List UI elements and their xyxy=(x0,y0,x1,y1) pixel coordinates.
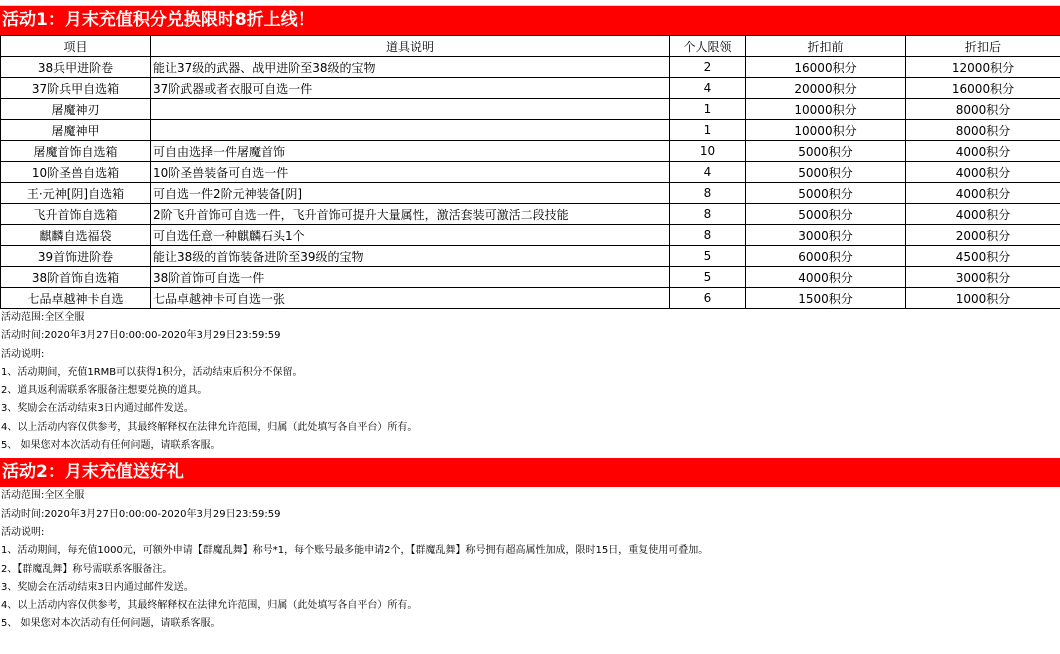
cell-item[interactable]: 37阶兵甲自选箱 xyxy=(1,78,151,99)
activity1-table xyxy=(0,35,1060,309)
cell-price-before[interactable]: 10000积分 xyxy=(746,120,906,141)
table-row xyxy=(1,246,1060,267)
cell-description[interactable] xyxy=(151,120,670,141)
note-line[interactable]: 2、道具返利需联系客服备注想要兑换的道具。 xyxy=(1,385,208,397)
table-row xyxy=(1,288,1060,309)
cell-price-after[interactable]: 4000积分 xyxy=(906,204,1060,225)
cell-description[interactable]: 可自选任意一种麒麟石头1个 xyxy=(151,225,670,246)
cell-description[interactable] xyxy=(151,99,670,120)
activity2-notes xyxy=(0,487,1060,633)
cell-price-before[interactable]: 5000积分 xyxy=(746,204,906,225)
table-row xyxy=(1,225,1060,246)
cell-price-before[interactable]: 10000积分 xyxy=(746,99,906,120)
note-line[interactable]: 4、以上活动内容仅供参考，其最终解释权在法律允许范围，归属（此处填写各自平台）所有。 xyxy=(1,421,418,433)
cell-price-before[interactable]: 20000积分 xyxy=(746,78,906,99)
header-item[interactable]: 项目 xyxy=(1,36,151,57)
cell-price-after[interactable]: 8000积分 xyxy=(906,99,1060,120)
note-line[interactable]: 4、以上活动内容仅供参考，其最终解释权在法律允许范围，归属（此处填写各自平台）所有。 xyxy=(1,600,418,612)
table-row xyxy=(1,78,1060,99)
cell-limit[interactable]: 4 xyxy=(670,78,746,99)
table-row xyxy=(1,183,1060,204)
cell-price-after[interactable]: 3000积分 xyxy=(906,267,1060,288)
cell-limit[interactable]: 1 xyxy=(670,120,746,141)
activity1-notes xyxy=(0,309,1060,455)
table-row xyxy=(1,162,1060,183)
table-body xyxy=(1,57,1060,309)
cell-description[interactable]: 2阶飞升首饰可自选一件，飞升首饰可提升大量属性，激活套装可激活二段技能 xyxy=(151,204,670,225)
cell-item[interactable]: 麒麟自选福袋 xyxy=(1,225,151,246)
cell-limit[interactable]: 5 xyxy=(670,246,746,267)
note-line[interactable]: 活动范围:全区全服 xyxy=(1,490,85,502)
header-price-after[interactable]: 折扣后 xyxy=(906,36,1060,57)
note-line[interactable]: 活动范围:全区全服 xyxy=(1,312,85,323)
cell-price-after[interactable]: 4500积分 xyxy=(906,246,1060,267)
note-line[interactable]: 活动说明: xyxy=(1,526,45,538)
cell-item[interactable]: 屠魔首饰自选箱 xyxy=(1,141,151,162)
cell-description[interactable]: 能让37级的武器、战甲进阶至38级的宝物 xyxy=(151,57,670,78)
header-price-before[interactable]: 折扣前 xyxy=(746,36,906,57)
cell-limit[interactable]: 2 xyxy=(670,57,746,78)
cell-price-after[interactable]: 8000积分 xyxy=(906,120,1060,141)
note-line[interactable]: 活动说明: xyxy=(1,348,45,360)
table-row xyxy=(1,141,1060,162)
cell-price-before[interactable]: 4000积分 xyxy=(746,267,906,288)
cell-limit[interactable]: 8 xyxy=(670,204,746,225)
cell-price-after[interactable]: 2000积分 xyxy=(906,225,1060,246)
note-line[interactable]: 3、奖励会在活动结束3日内通过邮件发送。 xyxy=(1,581,194,593)
note-line[interactable]: 3、奖励会在活动结束3日内通过邮件发送。 xyxy=(1,403,194,415)
activity1-banner: 活动1：月末充值积分兑换限时8折上线！ xyxy=(0,6,1060,35)
cell-item[interactable]: 39首饰进阶卷 xyxy=(1,246,151,267)
header-description[interactable]: 道具说明 xyxy=(151,36,670,57)
cell-item[interactable]: 38阶首饰自选箱 xyxy=(1,267,151,288)
cell-item[interactable]: 飞升首饰自选箱 xyxy=(1,204,151,225)
cell-price-before[interactable]: 5000积分 xyxy=(746,162,906,183)
cell-item[interactable]: 王·元神[阴]自选箱 xyxy=(1,183,151,204)
note-line[interactable]: 5、 如果您对本次活动有任何问题，请联系客服。 xyxy=(1,440,221,452)
cell-limit[interactable]: 6 xyxy=(670,288,746,309)
table-row xyxy=(1,204,1060,225)
cell-description[interactable]: 38阶首饰可自选一件 xyxy=(151,267,670,288)
cell-price-before[interactable]: 3000积分 xyxy=(746,225,906,246)
cell-description[interactable]: 七品卓越神卡可自选一张 xyxy=(151,288,670,309)
cell-description[interactable]: 37阶武器或者衣服可自选一件 xyxy=(151,78,670,99)
cell-item[interactable]: 38兵甲进阶卷 xyxy=(1,57,151,78)
cell-description[interactable]: 能让38级的首饰装备进阶至39级的宝物 xyxy=(151,246,670,267)
table-row xyxy=(1,99,1060,120)
cell-price-before[interactable]: 1500积分 xyxy=(746,288,906,309)
cell-limit[interactable]: 1 xyxy=(670,99,746,120)
cell-description[interactable]: 可自由选择一件屠魔首饰 xyxy=(151,141,670,162)
cell-limit[interactable]: 5 xyxy=(670,267,746,288)
cell-price-after[interactable]: 4000积分 xyxy=(906,162,1060,183)
cell-price-after[interactable]: 4000积分 xyxy=(906,141,1060,162)
note-line[interactable]: 2、【群魔乱舞】称号需联系客服备注。 xyxy=(1,563,173,575)
cell-description[interactable]: 可自选一件2阶元神装备[阴] xyxy=(151,183,670,204)
cell-limit[interactable]: 10 xyxy=(670,141,746,162)
table-header-row xyxy=(1,36,1060,57)
cell-price-before[interactable]: 5000积分 xyxy=(746,183,906,204)
cell-item[interactable]: 屠魔神刃 xyxy=(1,99,151,120)
cell-limit[interactable]: 8 xyxy=(670,183,746,204)
activity2-banner: 活动2：月末充值送好礼 xyxy=(0,458,1060,487)
note-line[interactable]: 1、活动期间，充值1RMB可以获得1积分，活动结束后积分不保留。 xyxy=(1,366,303,378)
cell-price-after[interactable]: 12000积分 xyxy=(906,57,1060,78)
table-row xyxy=(1,267,1060,288)
cell-price-after[interactable]: 1000积分 xyxy=(906,288,1060,309)
cell-description[interactable]: 10阶圣兽装备可自选一件 xyxy=(151,162,670,183)
cell-price-before[interactable]: 6000积分 xyxy=(746,246,906,267)
cell-price-after[interactable]: 16000积分 xyxy=(906,78,1060,99)
table-row xyxy=(1,120,1060,141)
note-line[interactable]: 5、 如果您对本次活动有任何问题，请联系客服。 xyxy=(1,618,221,630)
table-row xyxy=(1,57,1060,78)
cell-item[interactable]: 10阶圣兽自选箱 xyxy=(1,162,151,183)
cell-limit[interactable]: 4 xyxy=(670,162,746,183)
cell-price-before[interactable]: 5000积分 xyxy=(746,141,906,162)
header-limit[interactable]: 个人限领 xyxy=(670,36,746,57)
note-line[interactable]: 活动时间:2020年3月27日0:00:00-2020年3月29日23:59:59 xyxy=(1,330,281,342)
cell-item[interactable]: 屠魔神甲 xyxy=(1,120,151,141)
cell-item[interactable]: 七品卓越神卡自选 xyxy=(1,288,151,309)
note-line[interactable]: 活动时间:2020年3月27日0:00:00-2020年3月29日23:59:59 xyxy=(1,508,281,520)
cell-price-after[interactable]: 4000积分 xyxy=(906,183,1060,204)
cell-limit[interactable]: 8 xyxy=(670,225,746,246)
cell-price-before[interactable]: 16000积分 xyxy=(746,57,906,78)
note-line[interactable]: 1、活动期间，每充值1000元，可额外申请【群魔乱舞】称号*1，每个账号最多能申请2个，【群魔乱舞】称号拥有超高属性加成，限时15日，重复使用可叠加。 xyxy=(1,545,709,557)
